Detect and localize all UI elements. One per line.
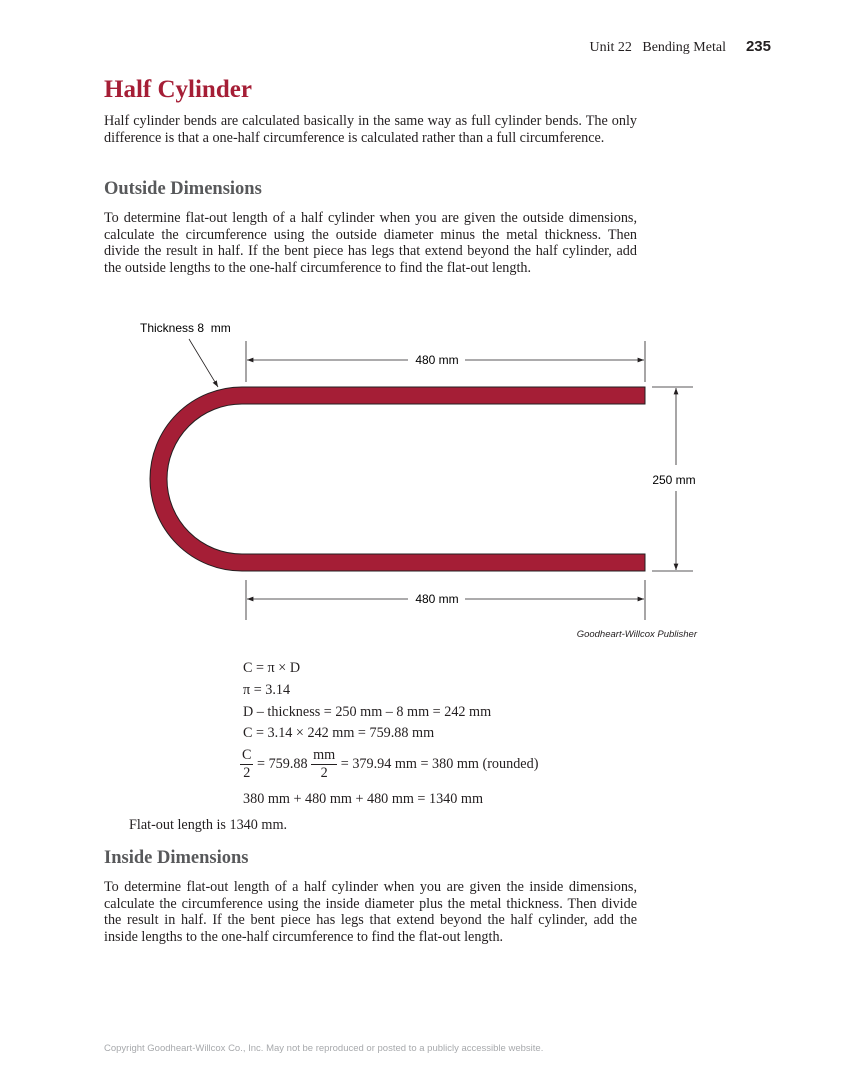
equation-line: C = π × D bbox=[243, 660, 301, 676]
equation-line: π = 3.14 bbox=[243, 682, 291, 698]
top-length-label: 480 mm bbox=[415, 353, 459, 367]
denominator: 2 bbox=[320, 765, 328, 781]
outside-dimensions-heading: Outside Dimensions bbox=[104, 179, 262, 199]
running-title: Unit 22 Bending Metal bbox=[589, 40, 726, 55]
fraction bbox=[311, 747, 337, 782]
intro-paragraph: Half cylinder bends are calculated basically in the same way as full cylinder bends. The only difference is that a one-half circumference is calculated rather than a full circumference. bbox=[104, 113, 637, 146]
numerator: C bbox=[242, 747, 252, 763]
copyright-footer: Copyright Goodheart-Willcox Co., Inc. May not be reproduced or posted to a publicly accessible website. bbox=[104, 1043, 544, 1054]
inside-dimensions-paragraph: To determine flat-out length of a half cylinder when you are given the inside dimensions, calculate the circumference using the inside diameter plus the metal thickness. Then divide the result in half. If the bent piece has legs that extend beyond the half cylinder, add the inside lengths to the one-half circumference to find the flat-out length. bbox=[104, 879, 637, 945]
figure-credit: Goodheart-Willcox Publisher bbox=[576, 629, 697, 640]
bent-metal-piece bbox=[150, 387, 645, 571]
fraction-equation bbox=[240, 747, 538, 782]
page-number: 235 bbox=[745, 38, 771, 55]
equation-line: C = 3.14 × 242 mm = 759.88 mm bbox=[243, 725, 435, 741]
outside-dimensions-paragraph: To determine flat-out length of a half cylinder when you are given the outside dimensions, calculate the circumference using the outside diameter minus the metal thickness. Then divide the result in half. If the bent piece has legs that extend beyond the half cylinder, add the outside lengths to the one-half circumference to find the flat-out length. bbox=[104, 210, 637, 276]
denominator: 2 bbox=[243, 765, 251, 781]
height-label: 250 mm bbox=[652, 473, 696, 487]
inside-dimensions-heading: Inside Dimensions bbox=[104, 848, 249, 868]
equation-line: 380 mm + 480 mm + 480 mm = 1340 mm bbox=[243, 791, 483, 807]
thickness-leader bbox=[189, 339, 218, 387]
fraction bbox=[240, 747, 253, 782]
equation-line: D – thickness = 250 mm – 8 mm = 242 mm bbox=[243, 704, 492, 720]
thickness-label: Thickness 8 mm bbox=[140, 321, 231, 335]
page-title: Half Cylinder bbox=[104, 76, 252, 103]
equation-text: = 759.88 bbox=[253, 755, 312, 772]
numerator: mm bbox=[313, 747, 336, 763]
equation-text: = 379.94 mm = 380 mm (rounded) bbox=[337, 755, 539, 772]
result-text: Flat-out length is 1340 mm. bbox=[129, 817, 288, 833]
bottom-length-label: 480 mm bbox=[415, 592, 459, 606]
